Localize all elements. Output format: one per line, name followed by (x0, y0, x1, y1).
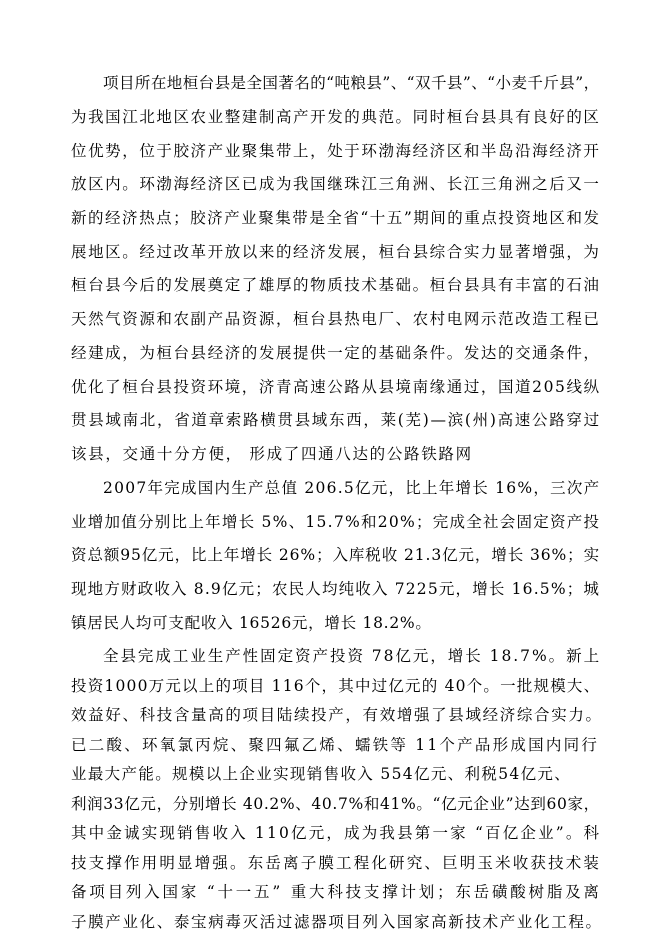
p2-line-1: 2007年完成国内生产总值 206.5亿元，比上年增长 16%，三次产 (103, 479, 601, 497)
p2-line-5: 镇居民人均可支配收入 16526元，增长 18.2%。 (71, 614, 432, 632)
p3-line-1: 全县完成工业生产性固定资产投资 78亿元，增长 18.7%。新上 (103, 647, 602, 665)
p1-line-3: 位优势，位于胶济产业聚集带上，处于环渤海经济区和半岛沿海经济开 (71, 142, 601, 160)
p3-line-5: 业最大产能。规模以上企业实现销售收入 554亿元、利税54亿元、 (71, 765, 572, 784)
p1-line-4: 放区内。环渤海经济区已成为我国继珠江三角洲、长江三角洲之后又一 (71, 175, 601, 193)
p1-line-6: 展地区。经过改革开放以来的经济发展，桓台县综合实力显著增强，为 (71, 243, 601, 261)
p2-line-2: 业增加值分别比上年增长 5%、15.7%和20%；完成全社会固定资产投 (71, 513, 601, 531)
p3-line-8: 技支撑作用明显增强。东岳离子膜工程化研究、巨明玉米收获技术装 (71, 853, 602, 872)
p3-line-6: 利润33亿元，分别增长 40.2%、40.7%和41%。“亿元企业”达到60家， (71, 794, 600, 813)
p1-line-5: 新的经济热点；胶济产业聚集带是全省“十五”期间的重点投资地区和发 (71, 209, 601, 227)
p1-line-8: 天然气资源和农副产品资源，桓台县热电厂、农村电网示范改造工程已 (71, 310, 601, 328)
p3-line-4: 已二酸、环氧氯丙烷、聚四氟乙烯、蠕铁等 11个产品形成国内同行 (71, 735, 600, 754)
p1-line-7: 桓台县今后的发展奠定了雄厚的物质技术基础。桓台县具有丰富的石油 (71, 276, 601, 294)
p1-line-2: 为我国江北地区农业整建制高产开发的典范。同时桓台县具有良好的区 (71, 108, 601, 126)
p1-line-1: 项目所在地桓台县是全国著名的“吨粮县”、“双千县”、“小麦千斤县”， (103, 74, 600, 92)
p3-line-3: 效益好、科技含量高的项目陆续投产，有效增强了县域经济综合实力。 (71, 706, 603, 725)
p2-line-3: 资总额95亿元，比上年增长 26%；入库税收 21.3亿元，增长 36%；实 (71, 546, 600, 564)
p3-line-9: 备项目列入国家 “十一五” 重大科技支撑计划；东岳磺酸树脂及离 (71, 883, 602, 902)
p1-line-12: 该县，交通十分方便， 形成了四通八达的公路铁路网 (71, 445, 473, 463)
p3-line-7: 其中金诚实现销售收入 110亿元，成为我县第一家 “百亿企业”。科 (71, 824, 602, 843)
p1-line-10: 优化了桓台县投资环境，济青高速公路从县境南缘通过，国道205线纵 (71, 378, 601, 396)
p3-line-10: 子膜产业化、泰宝病毒灭活过滤器项目列入国家高新技术产业化工程。 (71, 913, 603, 931)
p3-line-2: 投资1000万元以上的项目 116个，其中过亿元的 40个。一批规模大、 (71, 676, 601, 695)
p1-line-9: 经建成，为桓台县经济的发展提供一定的基础条件。发达的交通条件， (71, 344, 601, 362)
p1-line-11: 贯县域南北，省道章索路横贯县域东西，莱(芜)—滨(州)高速公路穿过 (71, 411, 601, 429)
p2-line-4: 现地方财政收入 8.9亿元；农民人均纯收入 7225元，增长 16.5%；城 (71, 580, 601, 598)
